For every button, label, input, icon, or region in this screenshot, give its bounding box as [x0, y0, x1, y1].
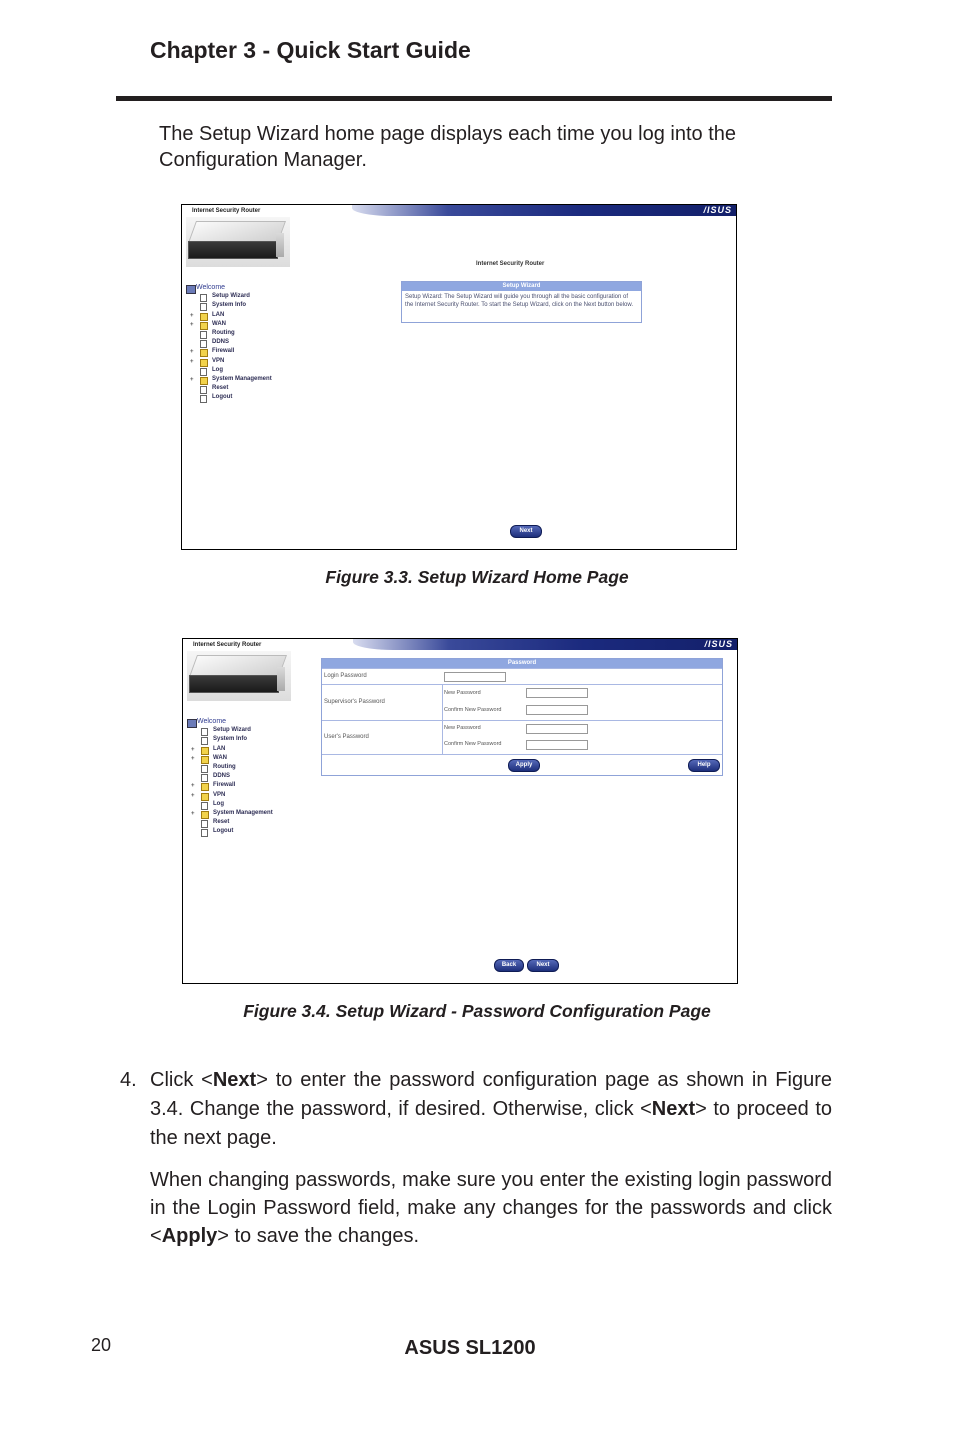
tree-item-label: System Info — [212, 302, 247, 309]
tree-item[interactable] — [186, 329, 272, 338]
tree-item-label: Firewall — [213, 782, 236, 789]
tree-item[interactable] — [186, 338, 272, 347]
tree-item-label: Setup Wizard — [213, 727, 251, 734]
password-instructions: When changing passwords, make sure you enter the existing login password in the Login Password field, make any changes for the passwords and click <Apply> to save the changes. — [150, 1169, 832, 1247]
product-title: Internet Security Router — [193, 642, 262, 648]
tree-item[interactable] — [187, 754, 273, 763]
expand-icon[interactable]: + — [191, 746, 195, 753]
expand-icon[interactable]: + — [191, 792, 195, 799]
tree-item[interactable] — [187, 735, 273, 744]
expand-icon[interactable]: + — [190, 349, 194, 356]
tree-item[interactable] — [187, 827, 273, 836]
figure-3-4-caption: Figure 3.4. Setup Wizard - Password Configuration Page — [243, 1001, 711, 1021]
tree-item[interactable] — [187, 763, 273, 772]
tree-item[interactable] — [186, 375, 272, 384]
intro-line-2: Configuration Manager. — [159, 149, 367, 171]
tree-item[interactable] — [187, 772, 273, 781]
expand-icon[interactable]: + — [191, 810, 195, 817]
router-image — [186, 217, 290, 267]
tree-item[interactable] — [187, 818, 273, 827]
header-banner — [352, 205, 736, 216]
tree-root-label: Welcome — [196, 284, 226, 291]
tree-item-label: System Info — [213, 736, 248, 743]
panel-title: Password — [322, 659, 722, 668]
help-button[interactable]: Help — [688, 759, 720, 772]
step-4-text: Click <Next> to enter the password configuration page as shown in Figure 3.4. Change the password, if desired. Otherwise, click <Next> to proceed to the next page. — [150, 1069, 832, 1149]
expand-icon[interactable]: + — [190, 321, 194, 328]
setup-wizard-panel — [401, 281, 642, 323]
tree-item[interactable] — [186, 347, 272, 356]
supervisor-confirm-password-input[interactable] — [526, 705, 588, 715]
next-button[interactable]: Next — [510, 525, 542, 538]
chapter-title: Chapter 3 - Quick Start Guide — [150, 37, 471, 63]
tree-item-label: LAN — [212, 311, 225, 318]
tree-item-label: WAN — [212, 320, 226, 327]
tree-item-label: Logout — [213, 828, 234, 835]
tree-item[interactable] — [186, 384, 272, 393]
tree-item-label: Reset — [212, 385, 229, 392]
user-password-row — [322, 720, 722, 755]
tree-item-label: DDNS — [213, 773, 231, 780]
password-configuration-screenshot — [182, 638, 738, 984]
expand-icon[interactable]: + — [190, 376, 194, 383]
tree-item[interactable] — [187, 800, 273, 809]
tree-item[interactable] — [187, 726, 273, 735]
user-confirm-password-label: Confirm New Password — [444, 741, 502, 747]
product-title: Internet Security Router — [192, 208, 261, 214]
tree-item[interactable] — [186, 301, 272, 310]
nav-tree — [186, 283, 272, 402]
supervisor-password-row — [322, 684, 722, 721]
back-button[interactable]: Back — [494, 959, 524, 972]
figure-3-3-caption: Figure 3.3. Setup Wizard Home Page — [325, 567, 629, 587]
tree-item-label: System Management — [213, 809, 273, 816]
login-password-input[interactable] — [444, 672, 506, 682]
panel-title: Setup Wizard — [402, 282, 641, 291]
expand-icon[interactable]: + — [190, 312, 194, 319]
user-new-password-input[interactable] — [526, 724, 588, 734]
step-4 — [120, 1066, 832, 1153]
footer-product: ASUS SL1200 — [404, 1337, 536, 1359]
tree-item[interactable] — [186, 292, 272, 301]
user-new-password-label: New Password — [444, 725, 481, 731]
panel-text: Setup Wizard: The Setup Wizard will guide you through all the basic configuration of the Internet Security Router. To start the Setup Wizard, click on the Next button below. — [405, 294, 634, 308]
header-banner — [353, 639, 737, 650]
tree-item-label: Log — [212, 366, 223, 373]
page-number: 20 — [91, 1335, 112, 1355]
tree-root-welcome[interactable] — [187, 717, 273, 726]
step-number: 4. — [120, 1069, 137, 1091]
login-password-label: Login Password — [324, 673, 367, 679]
button-row — [322, 754, 722, 775]
supervisor-confirm-password-label: Confirm New Password — [444, 707, 502, 713]
supervisor-new-password-label: New Password — [444, 690, 481, 696]
tree-item-label: System Management — [212, 375, 272, 382]
expand-icon[interactable]: + — [190, 358, 194, 365]
tree-item-label: Routing — [213, 763, 236, 770]
expand-icon[interactable]: + — [191, 783, 195, 790]
tree-root-label: Welcome — [197, 718, 227, 725]
tree-root-welcome[interactable] — [186, 283, 272, 292]
supervisor-new-password-input[interactable] — [526, 688, 588, 698]
tree-item[interactable] — [186, 320, 272, 329]
asus-logo: /ISUS — [704, 639, 733, 649]
apply-button[interactable]: Apply — [508, 759, 540, 772]
tree-item[interactable] — [187, 745, 273, 754]
tree-item-label: Setup Wizard — [212, 293, 250, 300]
tree-item-label: Logout — [212, 394, 233, 401]
document-icon — [200, 395, 207, 403]
tree-item-label: Reset — [213, 819, 230, 826]
chapter-divider — [116, 96, 832, 101]
setup-wizard-home-screenshot — [181, 204, 737, 550]
tree-item-label: VPN — [212, 357, 225, 364]
user-password-label: User's Password — [324, 734, 369, 740]
tree-item-label: LAN — [213, 745, 226, 752]
intro-line-1: The Setup Wizard home page displays each time you log into the — [159, 123, 736, 145]
tree-item-label: Firewall — [212, 348, 235, 355]
tree-item-label: Log — [213, 800, 224, 807]
next-button[interactable]: Next — [527, 959, 559, 972]
asus-logo: /ISUS — [703, 205, 732, 215]
tree-item[interactable] — [187, 791, 273, 800]
user-confirm-password-input[interactable] — [526, 740, 588, 750]
supervisor-password-label: Supervisor's Password — [324, 699, 385, 705]
router-image — [187, 651, 291, 701]
page-heading: Internet Security Router — [476, 261, 545, 267]
expand-icon[interactable]: + — [191, 755, 195, 762]
tree-item[interactable] — [186, 311, 272, 320]
intro-paragraph — [159, 121, 819, 173]
password-panel — [321, 658, 723, 776]
nav-tree — [187, 717, 273, 836]
tree-item[interactable] — [186, 357, 272, 366]
tree-item[interactable] — [187, 781, 273, 790]
login-password-row — [322, 668, 722, 685]
tree-item[interactable] — [186, 366, 272, 375]
tree-item[interactable] — [187, 809, 273, 818]
tree-item-label: VPN — [213, 791, 226, 798]
tree-item-label: DDNS — [212, 339, 230, 346]
document-icon — [201, 829, 208, 837]
tree-item[interactable] — [186, 393, 272, 402]
tree-item-label: Routing — [212, 329, 235, 336]
tree-item-label: WAN — [213, 754, 227, 761]
